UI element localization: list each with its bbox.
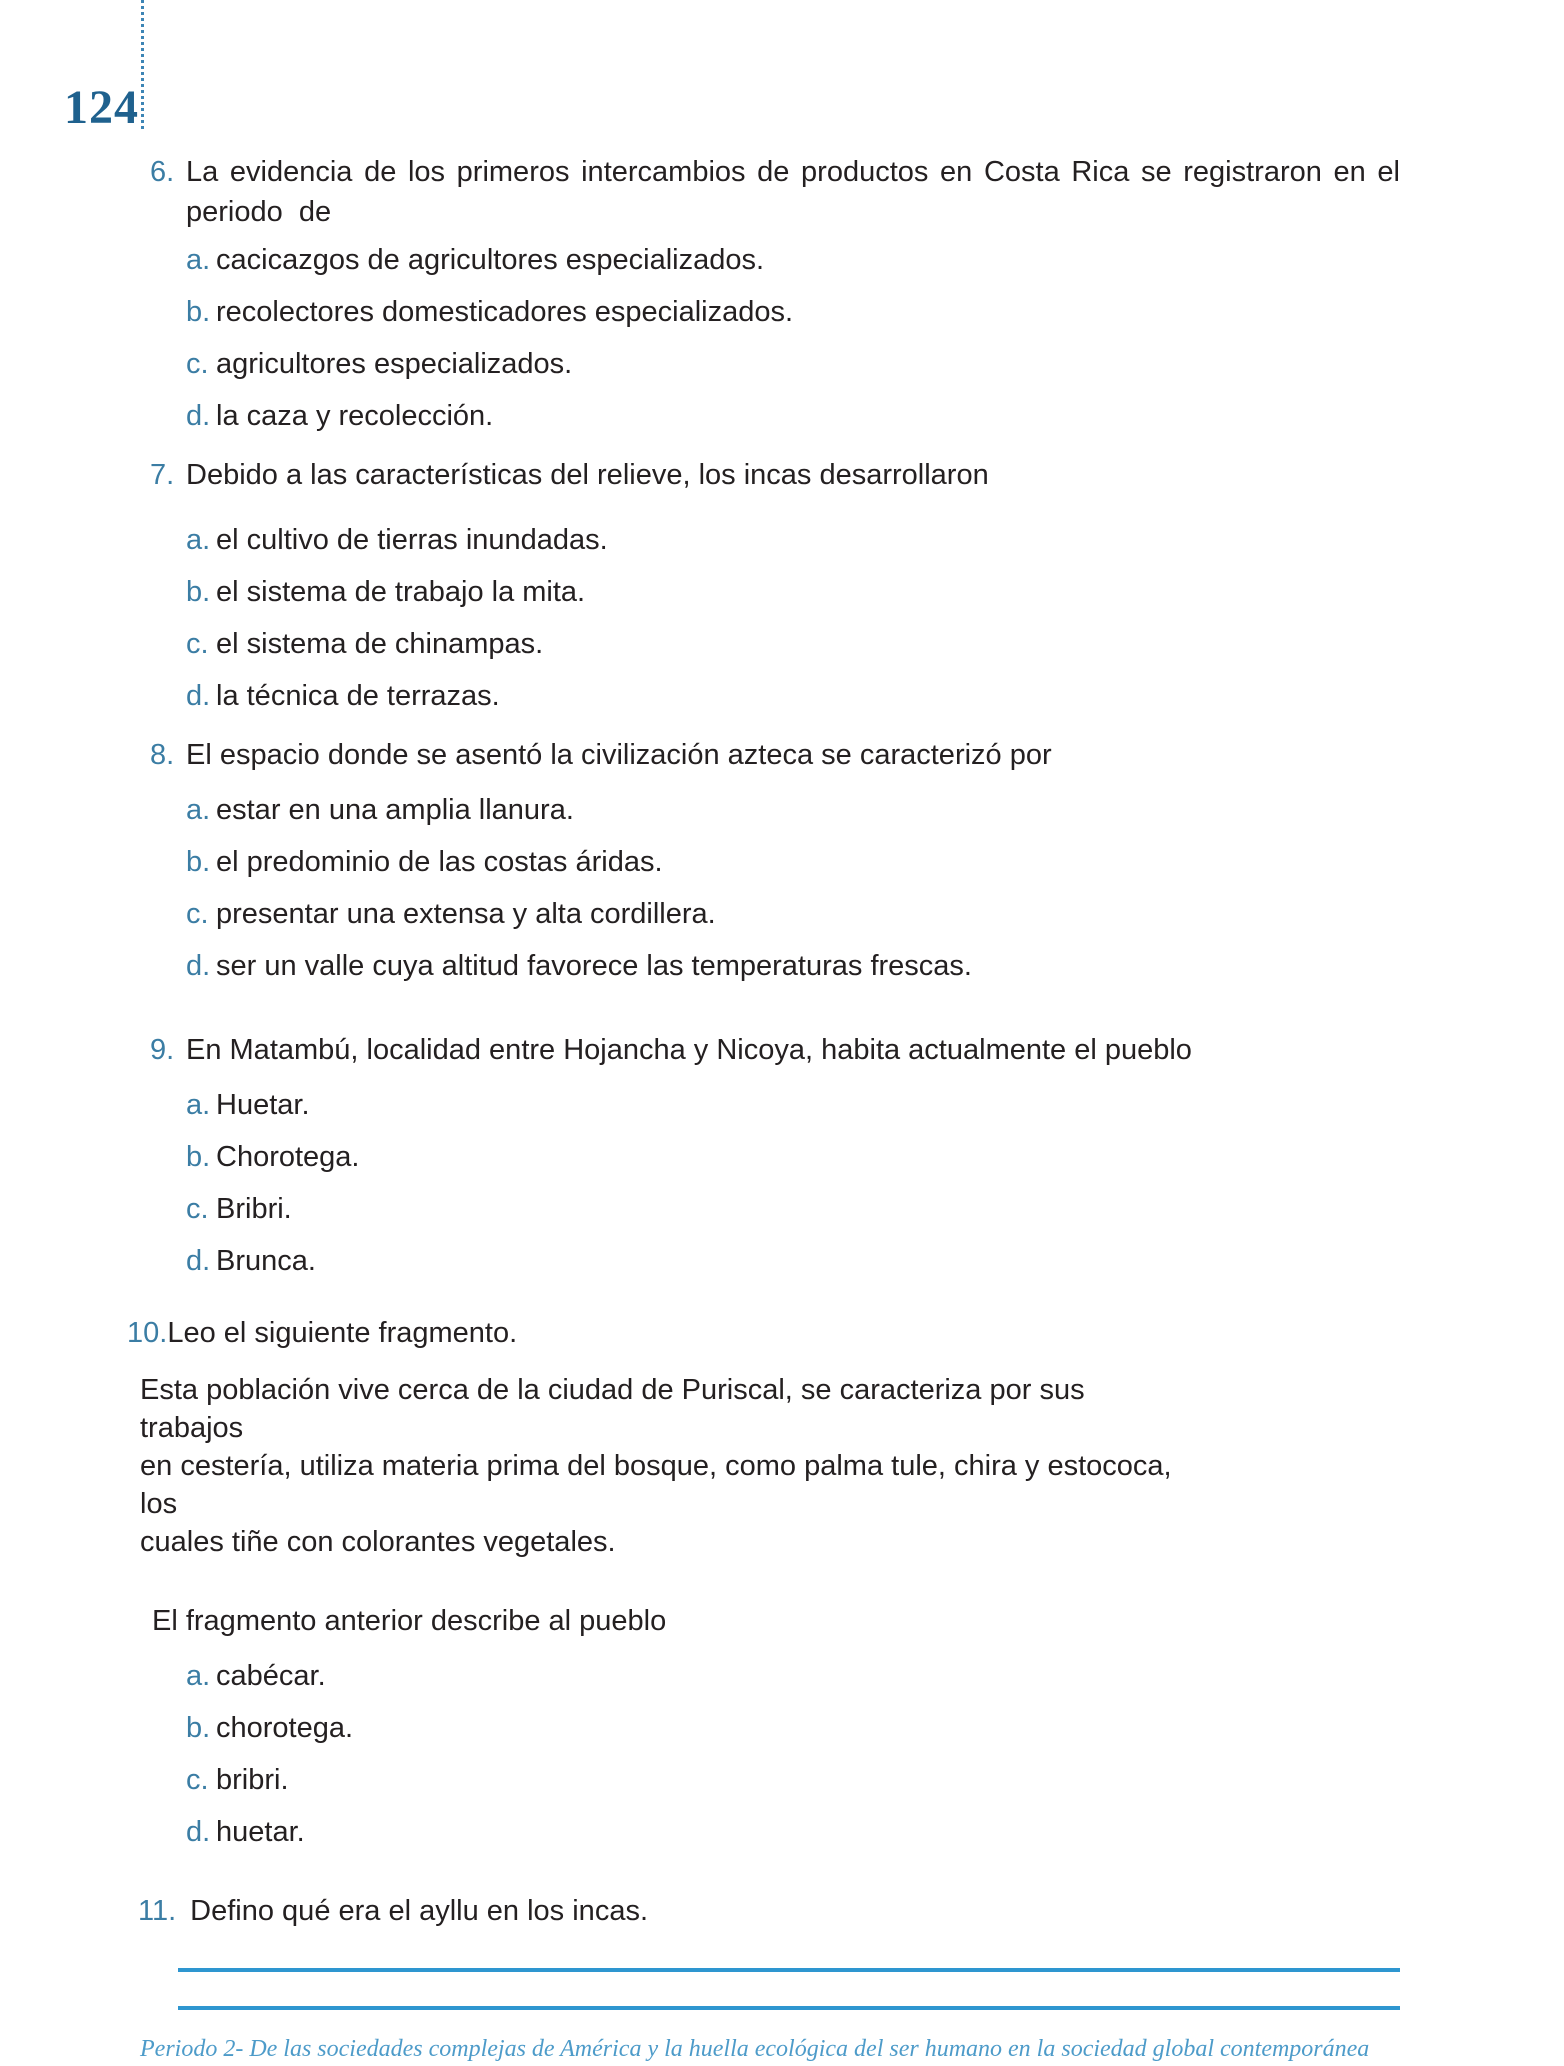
option-10a: [186, 1656, 1400, 1696]
option-7d-letter: d.: [186, 680, 211, 712]
question-9-head: [150, 1030, 1400, 1070]
option-9c: [186, 1189, 1400, 1229]
option-8a: [186, 790, 1400, 830]
option-9a-letter: a.: [186, 1089, 211, 1121]
option-7b: [186, 572, 1400, 612]
question-11-text: Defino qué era el ayllu en los incas.: [190, 1895, 648, 1927]
option-10a-text: cabécar.: [216, 1660, 326, 1692]
option-9a: [186, 1085, 1400, 1125]
option-8c: [186, 894, 1400, 934]
fragment-line-1: Esta población vive cerca de la ciudad de Puriscal, se caracteriza por sus trabajos: [140, 1374, 1085, 1444]
option-7c: [186, 624, 1400, 664]
option-9b: [186, 1137, 1400, 1177]
answer-line-2: [178, 2006, 1400, 2010]
question-10-subprompt: El fragmento anterior describe al pueblo: [152, 1605, 667, 1637]
question-11-head: [138, 1891, 1400, 1931]
page-number: 124: [64, 81, 139, 134]
option-7a-text: el cultivo de tierras inundadas.: [216, 524, 608, 556]
question-7-number: 7.: [150, 459, 175, 491]
fragment-line-2: en cestería, utiliza materia prima del bosque, como palma tule, chira y estococa, los: [140, 1450, 1172, 1520]
question-10-head: [127, 1313, 1400, 1353]
option-7b-letter: b.: [186, 576, 211, 608]
option-8d-letter: d.: [186, 950, 211, 982]
option-9a-text: Huetar.: [216, 1089, 310, 1121]
option-7d-text: la técnica de terrazas.: [216, 680, 500, 712]
option-10c: [186, 1760, 1400, 1800]
option-6b-text: recolectores domesticadores especializados.: [216, 296, 794, 328]
option-7a-letter: a.: [186, 524, 211, 556]
option-10d: [186, 1812, 1400, 1852]
option-8a-text: estar en una amplia llanura.: [216, 794, 574, 826]
option-8b: [186, 842, 1400, 882]
option-9d: [186, 1241, 1400, 1281]
option-10d-letter: d.: [186, 1816, 211, 1848]
question-10-number: 10.: [127, 1317, 168, 1349]
option-6a-text: cacicazgos de agricultores especializados.: [216, 244, 765, 276]
option-9d-letter: d.: [186, 1245, 211, 1277]
option-6a: [186, 240, 1400, 280]
option-9b-text: Chorotega.: [216, 1141, 360, 1173]
option-7a: [186, 520, 1400, 560]
option-6d: [186, 396, 1400, 436]
question-11-number: 11.: [138, 1895, 177, 1927]
margin-dotted-rule: [141, 0, 144, 129]
question-9-number: 9.: [150, 1034, 175, 1066]
option-8c-letter: c.: [186, 898, 209, 930]
option-6c-letter: c.: [186, 348, 209, 380]
option-6c: [186, 344, 1400, 384]
question-8: [150, 735, 1400, 986]
option-8b-text: el predominio de las costas áridas.: [216, 846, 663, 878]
option-6d-letter: d.: [186, 400, 211, 432]
option-10a-letter: a.: [186, 1660, 211, 1692]
fragment-line-3: cuales tiñe con colorantes vegetales.: [140, 1526, 616, 1558]
question-9-text: En Matambú, localidad entre Hojancha y Nicoya, habita actualmente el pueblo: [186, 1034, 1192, 1066]
question-7-head: [150, 455, 1400, 495]
question-6-text-line2: periodo de: [186, 196, 332, 228]
question-6-number: 6.: [150, 156, 175, 188]
option-7d: [186, 676, 1400, 716]
option-10d-text: huetar.: [216, 1816, 305, 1848]
option-7c-letter: c.: [186, 628, 209, 660]
question-6: [150, 152, 1400, 436]
option-10b-letter: b.: [186, 1712, 211, 1744]
answer-line-1: [178, 1968, 1400, 1972]
question-6-text: [186, 152, 1400, 232]
exercise-list: [127, 152, 1400, 2066]
question-8-head: [150, 735, 1400, 775]
option-7c-text: el sistema de chinampas.: [216, 628, 544, 660]
page-footer: Periodo 2- De las sociedades complejas de América y la huella ecológica del ser humano en la sociedad global contemporánea: [140, 2036, 1370, 2062]
option-10b: [186, 1708, 1400, 1748]
question-7-text: Debido a las características del relieve, los incas desarrollaron: [186, 459, 989, 491]
question-10-fragment: [140, 1371, 1175, 1561]
question-8-number: 8.: [150, 739, 175, 771]
question-11: [138, 1891, 1400, 2010]
option-6a-letter: a.: [186, 244, 211, 276]
option-10b-text: chorotega.: [216, 1712, 354, 1744]
option-8c-text: presentar una extensa y alta cordillera.: [216, 898, 716, 930]
option-6c-text: agricultores especializados.: [216, 348, 573, 380]
option-9b-letter: b.: [186, 1141, 211, 1173]
option-8a-letter: a.: [186, 794, 211, 826]
option-8b-letter: b.: [186, 846, 211, 878]
option-10c-letter: c.: [186, 1764, 209, 1796]
question-8-text: El espacio donde se asentó la civilización azteca se caracterizó por: [186, 739, 1052, 771]
question-10-text: Leo el siguiente fragmento.: [167, 1317, 518, 1349]
option-10c-text: bribri.: [216, 1764, 289, 1796]
option-6d-text: la caza y recolección.: [216, 400, 494, 432]
option-8d-text: ser un valle cuya altitud favorece las temperaturas frescas.: [216, 950, 972, 982]
question-10: [127, 1313, 1400, 1852]
option-7b-text: el sistema de trabajo la mita.: [216, 576, 586, 608]
option-6b: [186, 292, 1400, 332]
question-9: [150, 1030, 1400, 1281]
question-7: [150, 455, 1400, 716]
option-8d: [186, 946, 1400, 986]
option-9d-text: Brunca.: [216, 1245, 316, 1277]
question-6-text-line1: La evidencia de los primeros intercambios de productos en Costa Rica se registraron en el: [186, 156, 1400, 188]
option-9c-text: Bribri.: [216, 1193, 292, 1225]
option-9c-letter: c.: [186, 1193, 209, 1225]
option-6b-letter: b.: [186, 296, 211, 328]
question-6-head: [150, 152, 1400, 232]
